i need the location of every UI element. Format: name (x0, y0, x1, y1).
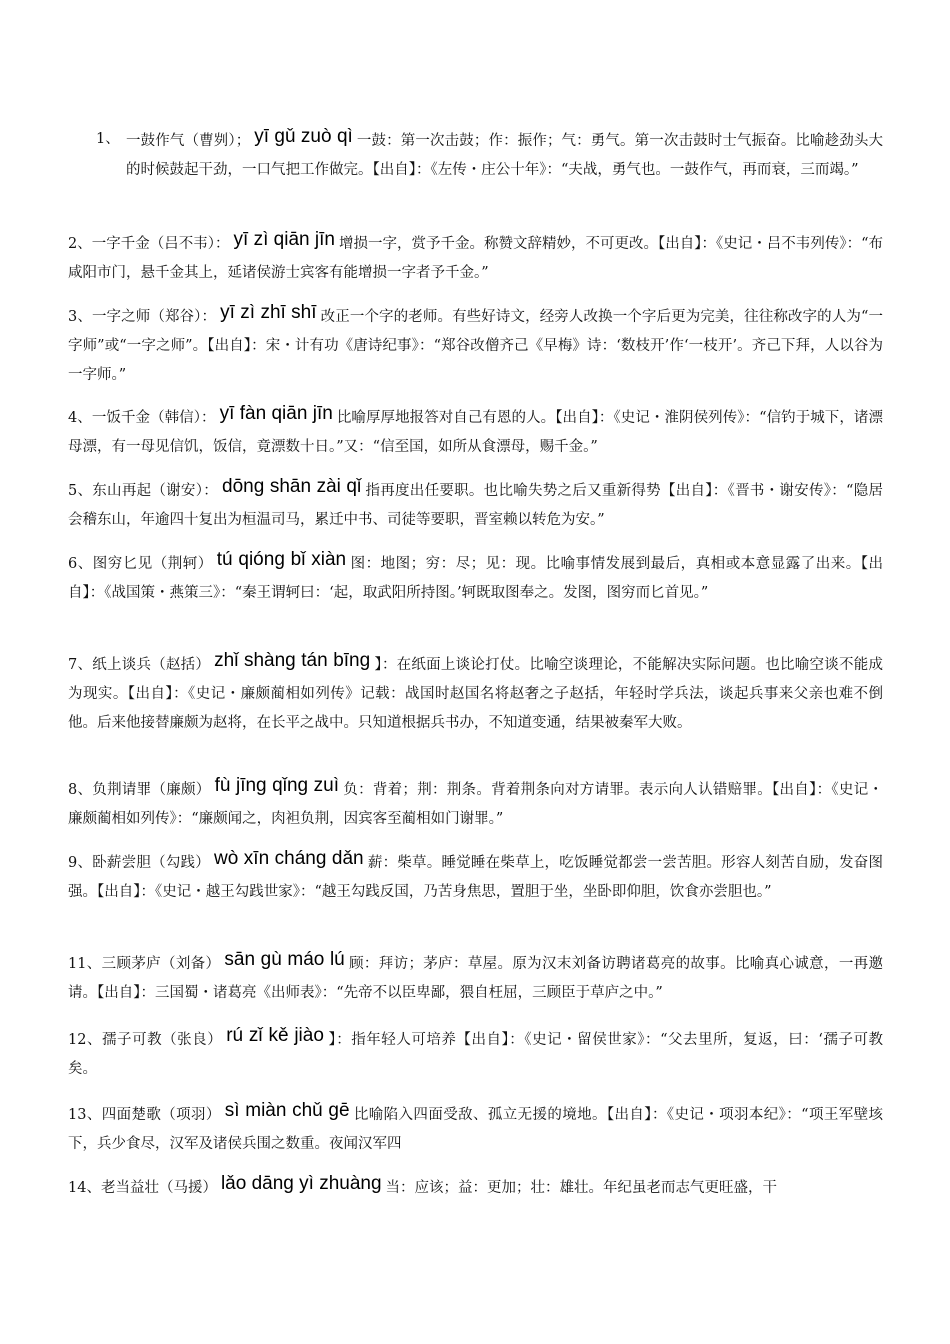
entry-number: 14、 (68, 1180, 101, 1196)
entry-2 (68, 228, 883, 288)
entry-number: 4、 (68, 410, 92, 426)
entry-5 (68, 475, 883, 535)
entry-heading: 一字千金（吕不韦）： (91, 236, 230, 252)
entry-pinyin: yī zì zhī shī (220, 302, 317, 323)
entry-pinyin: zhǐ shàng tán bīng (214, 650, 371, 671)
entry-text: 比喻陷入四面受敌、孤立无援的境地。【出自】：《史记・项羽本纪》：“项王军壁垓下，兵少食尽，汉军及诸侯兵围之数重。夜闻汉军四 (68, 1107, 883, 1152)
entry-heading: 一饭千金（韩信）： (91, 410, 216, 426)
entry-text: 当：应该；益：更加；壮：雄壮。年纪虽老而志气更旺盛，干 (385, 1180, 778, 1196)
entry-pinyin: lǎo dāng yì zhuàng (220, 1173, 382, 1194)
entry-1 (96, 125, 884, 185)
entry-pinyin: yī zì qiān jīn (233, 229, 335, 250)
entry-text: 顾：拜访；茅庐：草屋。原为汉末刘备访聘诸葛亮的故事。比喻真心诚意，一再邀请。【出自】：三国蜀・诸葛亮《出师表》：“先帝不以臣卑鄙，猥自枉屈，三顾臣于草庐之中。” (68, 956, 884, 1001)
entry-8 (68, 774, 883, 834)
entry-heading: 图穷匕见（荆轲） (92, 556, 213, 572)
entry-heading: 东山再起（谢安）： (92, 483, 218, 499)
entry-number: 1、 (96, 131, 120, 147)
entry-pinyin: sān gù máo lú (224, 949, 345, 970)
entry-text: 一鼓：第一次击鼓；作：振作；气：勇气。第一次击鼓时士气振奋。比喻趁劲头大的时候鼓起干劲，一口气把工作做完。【出自】：《左传・庄公十年》：“夫战，勇气也。一鼓作气，再而衰，三而竭。” (126, 133, 884, 178)
entry-number: 12、 (68, 1032, 103, 1048)
entry-pinyin: fù jīng qǐng zuì (214, 775, 339, 796)
entry-text: 】：指年轻人可培养【出自】：《史记・留侯世家》：“父去里所，复返，曰：‘孺子可教矣。 (68, 1032, 884, 1077)
entry-number: 6、 (68, 556, 93, 572)
entry-text: 图：地图；穷：尽；见：现。比喻事情发展到最后，真相或本意显露了出来。【出自】：《战国策・燕策三》：“秦王谓轲曰：‘起，取武阳所持图。’轲既取图奉之。发图，图穷而匕首见。” (68, 556, 883, 601)
entry-pinyin: rú zǐ kě jiào (226, 1025, 324, 1046)
entry-heading: 四面楚歌（项羽） (101, 1107, 221, 1123)
entry-heading: 三顾茅庐（刘备） (101, 956, 221, 972)
entry-number: 13、 (68, 1107, 102, 1123)
entry-4 (68, 402, 883, 462)
entry-text: 增损一字，赏予千金。称赞文辞精妙，不可更改。【出自】：《史记・吕不韦列传》：“布咸阳市门，悬千金其上，延诸侯游士宾客有能增损一字者予千金。” (68, 236, 883, 281)
entry-12 (68, 1024, 883, 1084)
entry-text: 】：在纸面上谈论打仗。比喻空谈理论，不能解决实际问题。也比喻空谈不能成为现实。【出自】：《史记・廉颇蔺相如列传》记载：战国时赵国名将赵奢之子赵括，年轻时学兵法，谈起兵事来父亲也难不倒他。后来他接替廉颇为赵将，在长平之战中。只知道根据兵书办，不知道变通，结果被秦军大败。 (68, 657, 883, 731)
entry-number: 7、 (68, 657, 93, 673)
entry-text: 改正一个字的老师。有些好诗文，经旁人改换一个字后更为完美，往往称改字的人为“一字师”或“一字之师”。【出自】：宋・计有功《唐诗纪事》：“郑谷改僧齐己《早梅》诗：‘数枝开’作‘一枝开’。齐己下拜，人以谷为一字师。” (68, 309, 883, 383)
entry-heading: 卧薪尝胆（勾践） (92, 855, 210, 871)
entry-heading: 一字之师（郑谷）： (91, 309, 217, 325)
entry-number: 3、 (68, 309, 92, 325)
entry-13 (68, 1099, 883, 1159)
entry-pinyin: yī gǔ zuò qì (254, 126, 353, 147)
entry-number: 5、 (68, 483, 93, 499)
entry-11 (68, 948, 883, 1008)
entry-number: 2、 (68, 236, 92, 252)
entry-heading: 孺子可教（张良） (102, 1032, 223, 1048)
entry-14 (68, 1172, 883, 1203)
entry-heading: 纸上谈兵（赵括） (92, 657, 211, 673)
entry-9 (68, 847, 883, 907)
entry-number: 11、 (68, 956, 102, 972)
entry-6 (68, 548, 883, 608)
entry-pinyin: yī fàn qiān jīn (219, 403, 333, 424)
entry-text: 比喻厚厚地报答对自己有恩的人。【出自】：《史记・淮阴侯列传》：“信钓于城下，诸漂母漂，有一母见信饥，饭信，竟漂数十日。”又：“信至国，如所从食漂母，赐千金。” (68, 410, 883, 455)
entry-number: 8、 (68, 782, 93, 798)
entry-text: 薪：柴草。睡觉睡在柴草上，吃饭睡觉都尝一尝苦胆。形容人刻苦自励，发奋图强。【出自】：《史记・越王勾践世家》：“越王勾践反国，乃苦身焦思，置胆于坐，坐卧即仰胆，饮食亦尝胆也。” (68, 855, 884, 900)
entry-7 (68, 649, 883, 738)
entry-pinyin: tú qióng bǐ xiàn (216, 549, 347, 570)
entry-heading: 老当益壮（马援） (100, 1180, 217, 1196)
entry-pinyin: sì miàn chǔ gē (224, 1100, 350, 1121)
entry-heading: 负荆请罪（廉颇） (92, 782, 211, 798)
entry-text: 负：背着；荆：荆条。背着荆条向对方请罪。表示向人认错赔罪。【出自】：《史记・廉颇蔺相如列传》：“廉颇闻之，肉袒负荆，因宾客至蔺相如门谢罪。” (68, 782, 883, 827)
entry-heading: 一鼓作气（曹刿）； (126, 133, 251, 149)
entry-pinyin: dōng shān zài qǐ (222, 476, 362, 497)
entry-pinyin: wò xīn cháng dǎn (214, 848, 364, 869)
entry-number: 9、 (68, 855, 93, 871)
entry-text: 指再度出任要职。也比喻失势之后又重新得势【出自】：《晋书・谢安传》：“隐居会稽东山，年逾四十复出为桓温司马，累迁中书、司徒等要职，晋室赖以转危为安。” (68, 483, 883, 528)
entry-3 (68, 301, 883, 390)
